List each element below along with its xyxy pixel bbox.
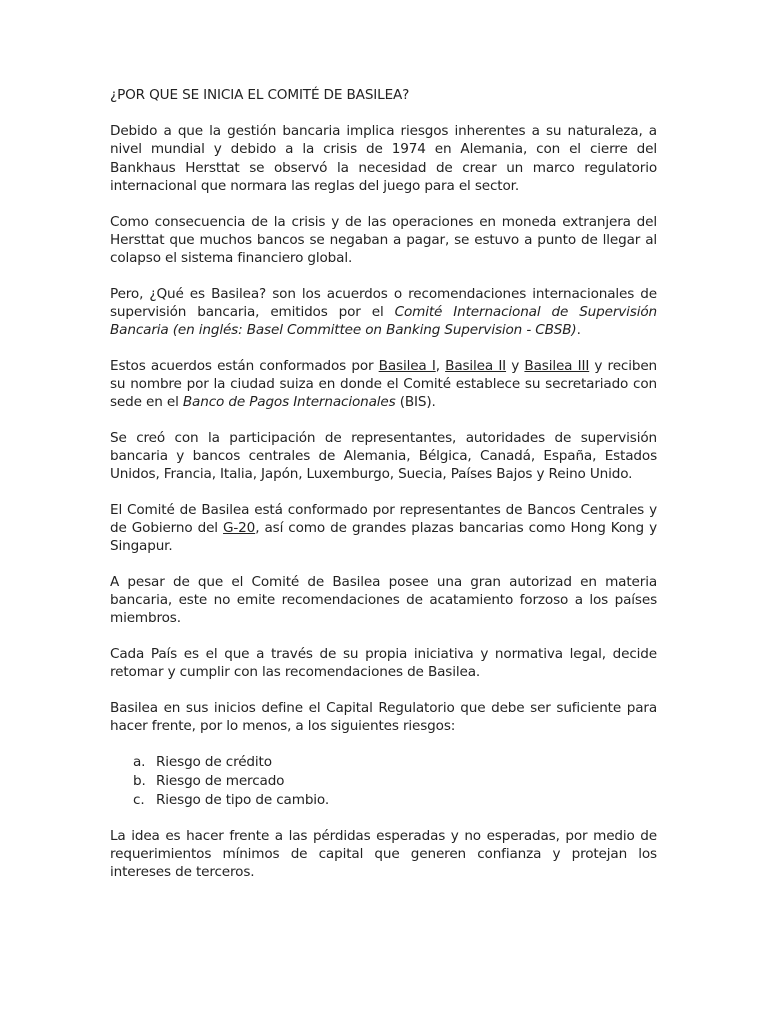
bank-name-italic: Banco de Pagos Internacionales: [182, 394, 396, 411]
paragraph-origin: Debido a que la gestión bancaria implica riesgos inherentes a su naturaleza, a nivel mundial y debido a la crisis de 1974 en Alemania, con el cierre del Bankhaus Hersttat se observó la necesidad de crear un marco regulatorio internacional que normara las reglas del juego para el sector.: [110, 123, 657, 194]
paragraph-definition: [110, 285, 657, 340]
paragraph-composition: [110, 501, 657, 556]
paragraph-capital: Basilea en sus inicios define el Capital Regulatorio que debe ser suficiente para hacer frente, por lo menos, a los siguientes riesgos:: [110, 700, 657, 735]
separator: y: [506, 357, 525, 374]
list-item: [110, 753, 657, 772]
paragraph-country: Cada País es el que a través de su propia iniciativa y normativa legal, decide retomar y cumplir con las recomendaciones de Basilea.: [110, 646, 657, 681]
paragraph-agreements-text: Estos acuerdos están conformados por: [110, 357, 379, 374]
list-item-text: Riesgo de mercado: [156, 772, 285, 789]
list-item-text: Riesgo de crédito: [156, 753, 272, 770]
document-page: [110, 86, 657, 899]
link-basilea-i[interactable]: Basilea I: [378, 357, 436, 374]
link-basilea-iii[interactable]: Basilea III: [524, 357, 590, 374]
document-title: ¿POR QUE SE INICIA EL COMITÉ DE BASILEA?: [110, 87, 410, 103]
list-marker: c.: [133, 791, 145, 808]
paragraph-definition-text: Pero, ¿Qué es Basilea? son los acuerdos o recomendaciones internacionales de supervisión bancaria, emitidos por el: [110, 285, 657, 320]
paragraph-conclusion: La idea es hacer frente a las pérdidas esperadas y no esperadas, por medio de requerimientos mínimos de capital que generen confianza y protejan los intereses de terceros.: [110, 827, 657, 881]
link-basilea-ii[interactable]: Basilea II: [445, 357, 507, 374]
list-item: [110, 772, 657, 791]
list-item: [110, 791, 657, 810]
list-marker: a.: [133, 753, 146, 770]
paragraph-agreements-end: (BIS).: [395, 394, 436, 411]
paragraph-agreements: [110, 357, 657, 412]
paragraph-authority: A pesar de que el Comité de Basilea posee una gran autorizad en materia bancaria, este no emite recomendaciones de acatamiento forzoso a los países miembros.: [110, 574, 657, 627]
list-item-text: Riesgo de tipo de cambio.: [156, 791, 330, 808]
committee-name-italic: Comité Internacional de Supervisión Bancaria (en inglés: Basel Committee on Banking Supervision - CBSB): [110, 303, 657, 339]
link-g20[interactable]: G-20: [223, 520, 256, 537]
paragraph-composition-end: , así como de grandes plazas bancarias como Hong Kong y Singapur.: [110, 520, 658, 555]
paragraph-definition-end: .: [576, 322, 581, 339]
paragraph-agreements-middle: y reciben su nombre por la ciudad suiza en donde el Comité establece su secretariado con sede en el: [110, 357, 658, 411]
paragraph-composition-text: El Comité de Basilea está conformado por representantes de Bancos Centrales y de Gobierno del: [110, 501, 657, 537]
separator: ,: [435, 357, 446, 374]
list-marker: b.: [133, 772, 146, 789]
paragraph-creation: Se creó con la participación de representantes, autoridades de supervisión bancaria y bancos centrales de Alemania, Bélgica, Canadá, España, Estados Unidos, Francia, Italia, Japón, Luxemburgo, Suecia, Países Bajos y Reino Unido.: [110, 429, 657, 483]
paragraph-consequence: Como consecuencia de la crisis y de las operaciones en moneda extranjera del Hersttat que muchos bancos se negaban a pagar, se estuvo a punto de llegar al colapso el sistema financiero global.: [110, 213, 657, 266]
risk-list: [110, 753, 657, 810]
